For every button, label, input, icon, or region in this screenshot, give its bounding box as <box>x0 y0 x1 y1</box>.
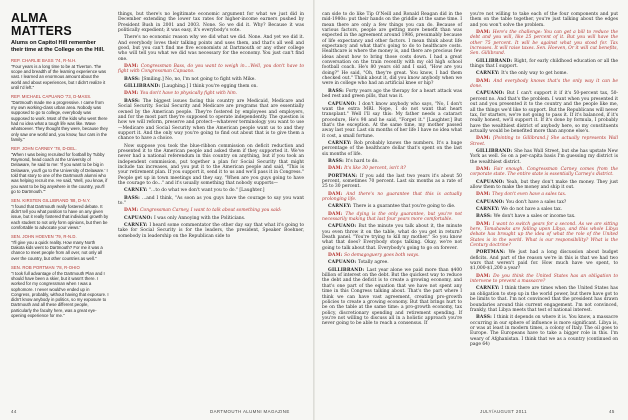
speaker-name: DAM: <box>124 91 141 97</box>
article-paragraph <box>118 91 304 96</box>
speaker-name: CAPUANO: <box>328 224 359 230</box>
speaker-name: BASS: <box>124 195 143 201</box>
quote-text: "Dartmouth made me a progressive. I came from my own working-class urban area. Nobody was supposed to go to college, everybody was supposed to work. Most of the kids who went there had no idea what a tough life was like. Wave whatsoever. They thought they were, because they only saw one world and, you know, four cars in the family." <box>11 99 108 142</box>
sidebar-deck: Alums on Capitol Hill remember their time at the College on the Hill. <box>11 40 105 53</box>
speaker-text: Congressman Bass, do you want to weigh in....Well, you don't have to fight with Congressman Capuano. <box>118 64 305 75</box>
speaker-name: CARNEY: <box>476 207 502 212</box>
speaker-name: DAM: <box>476 166 494 172</box>
article-paragraph <box>322 141 462 157</box>
article-paragraph <box>118 208 304 213</box>
speaker-name: CAPUANO: <box>124 215 154 221</box>
speaker-name: CARNEY: <box>328 140 354 146</box>
article-paragraph <box>470 30 618 57</box>
quote-text: "When I was being recruited for football by Tubby Raymond, head coach at the University of Delaware, he said to me: 'If you want to be big in Delaware, you'll go to the University of Delaware.' I told that story to one of the Dartmouth alumni who was helping recruit me. He said, 'Well, you know, if you want to be big anywhere in the country, you'll go to Dartmouth.'" <box>11 151 108 194</box>
speaker-text: It's the only way to get home. <box>501 71 568 77</box>
sidebar-alma-matters <box>11 12 109 322</box>
article-paragraph <box>470 71 618 76</box>
speaker-name: DAM: <box>476 221 493 227</box>
speaker-text: Rob probably knows the numbers. It's a huge percentage of the healthcare dollar that's spent on the last six months of life. <box>322 140 462 157</box>
speaker-name: GILLIBRAND: <box>476 58 515 64</box>
quote-attribution: SEN. ROB PORTMAN '78, R-OHIO <box>11 265 80 271</box>
article-paragraph <box>322 268 462 327</box>
quote-text: "I'll give you a quick reality. How many North Dakota kids went to Dartmouth? For me it was a chance to meet people from all over, not only all over the country, but other countries as well." <box>11 239 103 261</box>
article-paragraph <box>322 89 462 100</box>
sidebar-quote-item <box>11 58 109 90</box>
quote-attribution: REP. JOHN CARNEY '78, D-DEL. <box>11 146 77 152</box>
sidebar-quote-item <box>11 146 109 194</box>
article-paragraph <box>118 84 304 89</box>
speaker-name: DAM: <box>328 211 346 217</box>
article-paragraph: you're not willing to take each of the four components and put them on the table together, you're just talking about the edges and you won't solve the problem. <box>470 12 618 28</box>
article-column-1 <box>118 12 304 241</box>
quote-attribution: SEN. JOHN HOEVEN '79, R-N.D. <box>11 234 77 240</box>
article-paragraph <box>118 216 304 221</box>
article-paragraph <box>322 192 462 203</box>
speaker-name: BASS: <box>476 315 494 321</box>
speaker-name: BASS: <box>328 88 346 94</box>
article-paragraph <box>470 167 618 178</box>
article-paragraph <box>322 204 462 209</box>
speaker-text: But the minute you talk about it, the minute you even throw it on the table, what do you get in return? Death panel. "You're trying to kill my mother." So you know what that does? Everybody stops talking. Okay, we're not going to talk about that. Everybody's going to go on forever. <box>322 224 462 251</box>
speaker-text: Here's the challenge: You can get a bill to reduce the debt and you will, like 25 percent of it. But you will have the other 75 percent. It will be against what you stood for. Tax increases. It will raise taxes. Sen. Hoeven, Or it will cut benefits, Sen. Gillibrand. <box>470 30 618 57</box>
speaker-name: DAM: <box>476 30 493 36</box>
speaker-text: And there's no guarantee that this is actually prolonging life. <box>322 191 462 202</box>
speaker-name: BASS: <box>476 214 494 220</box>
speaker-text: We don't have a sales or income tax. <box>493 214 576 220</box>
speaker-text: Congressman Carney, I want to talk about something you said: <box>140 208 282 214</box>
article-paragraph <box>322 212 462 223</box>
speaker-name: PORTMAN: <box>476 250 509 256</box>
speaker-name: CARNEY: <box>328 204 354 210</box>
speaker-name: CARNEY: <box>476 71 502 77</box>
speaker-name: CAPUANO: <box>476 179 507 185</box>
speaker-name: DAM: <box>124 64 141 70</box>
speaker-name: CAPUANO: <box>328 101 359 107</box>
speaker-text: We just had a long discussion about budget deficits. And part of the reason we're in this is that we had two wars that weren't paid for. How much have we spent, to $1,000-$1,200 a year? <box>470 250 618 272</box>
article-paragraph <box>470 79 618 90</box>
article-paragraph <box>470 222 618 249</box>
speaker-name: GILLIBRAND: <box>328 267 367 273</box>
quote-attribution: REP. CHARLIE BASS '74, R-N.H. <box>11 58 77 64</box>
speaker-text: You don't have a sales tax? <box>505 199 567 205</box>
sidebar-quote-item <box>11 198 109 230</box>
speaker-text: But I can't support it if it's 50-percent tax, 50-percent no. And that's the problem. I want when you presented it out and you presented it to the country and the people like me, all the things we'd like to support. But the Republicans will never tax, for starters, we're not going to pass it. If it's balanced, if it's really honest, we'll support it. If it's done by formula, I probably have the wealthiest district of anybody here, so my constituents actually would be benefited more than anyone else's. <box>470 91 618 134</box>
issue-name-left: DARTMOUTH ALUMNI MAGAZINE <box>210 409 290 414</box>
speaker-name: DAM: <box>124 208 141 214</box>
article-paragraph <box>118 77 304 82</box>
speaker-name: DAM: <box>328 253 345 259</box>
speaker-text: And everybody knows that's the only way it can be done. <box>470 78 618 90</box>
article-column-2 <box>322 12 462 329</box>
speaker-text: They don't even have a sales tax. <box>492 192 567 198</box>
article-paragraph <box>322 102 462 139</box>
issue-date-right: JULY/AUGUST 2011 <box>480 409 527 414</box>
quote-attribution: REP. MICHAEL CAPUANO '73, D-MASS. <box>11 94 92 100</box>
speaker-text: Last year alone we paid more than $400 billion of interest on the debt. But the quickest way to reduce the debt and the deficit is to create a growing economy, and that's one part of the equation that we have not spent any time in this Congress talking about. That's the part where I think we can have vast agreement, creating pro-growth policies to create a growing economy. But that brings hurt to be on the table at the same time: a pro-growth economy, tax policy, discretionary spending and retirement spending. If you're not willing to discuss all in a holistic approach you're never going to be able to reach a consensus. If <box>322 267 463 327</box>
article-paragraph <box>470 200 618 205</box>
article-paragraph <box>118 196 304 207</box>
speaker-name: CAPUANO: <box>328 260 358 266</box>
speaker-name: DAM: <box>328 166 345 172</box>
speaker-name: DAM: <box>476 192 493 198</box>
speaker-name: DAM: <box>476 136 494 142</box>
speaker-text: She has Wall Street, but she has upstate New York as well. So on a per-capita basis I'm guessing my district is the wealthiest district. <box>470 148 618 165</box>
speaker-name: DAM: <box>476 78 494 84</box>
speaker-text: If you add the last two years it's about 50 percent, sometimes 70 percent. Last six months as a rate of 25 to 30 percent. <box>322 173 463 190</box>
article-paragraph <box>470 136 618 147</box>
speaker-name: BASS: <box>124 98 143 104</box>
article-paragraph <box>470 207 618 212</box>
article-paragraph: There's no economic reason why we did what we did. None. And yet we did it. And everybody loves their talking points and uses them, and that's all well and good, but you can't find me five economists at Dartmouth or any other college who will tell you what we did was necessary for the economy. You just can't find one. <box>118 35 304 62</box>
speaker-name: DAM: <box>328 191 347 197</box>
speaker-text: [Smiling.] No, no, I'm not going to fight with Mike. <box>141 76 256 82</box>
page-gutter <box>313 0 315 420</box>
article-paragraph <box>470 286 618 313</box>
article-paragraph <box>322 253 462 258</box>
article-paragraph: can side to do like Tip O'Neill and Ronald Reagan did in the mid-1980s: put their hands on the griddle at the same time. I mean there are only a few things you can do. Because of various factors, people are getting more benefit than was expected in the agreement around 1986, presumably because of life expectancy and other factors. I mean think about life expectancy and what that's going to do to healthcare costs. Healthcare is where the money is, and there are precious few ideas about how to bring those costs down. I had a great conversation on the train recently with my old high school football coach. He's 80 years old and I said, "How are you doing?" He said, "Oh, they're great. You know, I had them checked out." Think about it, did you know anybody when we were in college who had an artificial knee or hip? <box>322 12 462 87</box>
article-paragraph <box>118 64 304 75</box>
speaker-text: [Laughing.] I think you're egging them on. <box>161 84 258 90</box>
article-paragraph: Now suppose you took the blue-ribbon commission on deficit reduction and presented it to the American people and asked them if they supported it. We've never had a national referendum in this country on anything, but if you took an independent commission, put together a plan for Social Security that might include tax increases, and you put it to the American people and said, "This is your retirement plan. If you support it, send it to us and we'll pass it in Congress." People get up in town meetings and they say, "When are you guys going to have the courage to do..." and it's usually something that nobody supports— <box>118 143 304 186</box>
speaker-name: CARNEY: <box>124 188 150 194</box>
article-paragraph <box>322 174 462 190</box>
speaker-text: I don't know anybody who says, "No, I don't want the extra MRI. Nope, I do not want that heart transplant." Well I'll say this: My father needs a cataract procedure, He's 98 and he said, "Forget it." [Laughter.] But that's the exception. At the same time, my mother passed away last year. Last six months of her life I have no idea what it cost, a small fortune. <box>322 101 462 139</box>
article-paragraph <box>322 260 462 265</box>
speaker-name: CAPUANO: <box>476 91 507 97</box>
speaker-name: BASS: <box>124 76 142 82</box>
speaker-text: ...and I think, "As soon as you guys have the courage to say you want to." <box>118 195 304 206</box>
speaker-text: I was only Annoying with the Politicians. <box>153 215 246 221</box>
article-paragraph <box>470 91 618 134</box>
speaker-text: Fair enough. Congressman Carney comes from the corporate state. The entire state is essentially Carney's district. <box>470 166 618 178</box>
article-paragraph <box>322 224 462 251</box>
sidebar-quote-list <box>11 58 109 318</box>
sidebar-quote-item <box>11 234 109 261</box>
article-paragraph <box>322 166 462 171</box>
speaker-text: The biggest issues facing this country are Medicaid, Medicare and Social Security. Social Security and Medicare are programs that are essentially owned by the American people. They're fostered by employees and employers, and for the most part they're supposed to operate independently. The question is how we will reform, preserve and protect—whatever terminology you want to use—Medicare and Social Security when the American people want us to and they support it. And the only way you're going to find out about that is to give them a chance to have a choice. <box>118 98 305 142</box>
article-column-3 <box>470 12 618 349</box>
article-paragraph <box>118 223 304 239</box>
speaker-text: I want to switch gears for a second. As we are sitting here, Tomahawks are falling upon Libya, and this whole Libya debate has brought up the idea of what the role of the United States is in the world. What is our responsibility? What is the Century doctrine? <box>470 221 618 249</box>
folio-right: 45 <box>609 409 615 414</box>
speaker-name: GILLIBRAND: <box>476 148 515 154</box>
speaker-text: You don't have to physically fight with him. <box>140 91 238 97</box>
article-paragraph <box>470 214 618 219</box>
article-paragraph: things, but there's no legitimate economic argument for what we just did in December extending the lower tax rates for higher-income earners pushed by President Bush in 2001 and 2003. None. So we did it. Why? Because it was politically expedient; it was easy, it's everybody's vote. <box>118 12 304 34</box>
speaker-text: "...to do what we don't want you to do." [Laughter.] <box>149 188 265 194</box>
quote-attribution: SEN. KIRSTEN GILLIBRAND '88, D-N.Y. <box>11 198 91 204</box>
speaker-text: Totally agree. <box>357 260 389 266</box>
folio-left: 44 <box>11 409 17 414</box>
article-paragraph <box>470 315 618 347</box>
quote-text: "I took full advantage of the Dartmouth Plan and I should have been a skier, but it wasn't there. I worked for my congressman when I was a sophomore. I never would've ended up in Congress, probably, without having that exposure. I didn't know anybody in politics, so my exposure to Dartmouth and all these different people, particularly the faculty here, was a great eye-opening experience for me." <box>11 270 109 319</box>
speaker-text: It's hard to do. <box>345 158 379 164</box>
article-paragraph <box>118 99 304 142</box>
speaker-text: It's like 30 percent, isn't it? <box>344 166 406 172</box>
article-paragraph <box>470 180 618 191</box>
sidebar-title: ALMA MATTERS <box>11 11 72 38</box>
sidebar-quote-item <box>11 265 109 318</box>
article-paragraph <box>470 59 618 70</box>
speaker-text: There is a guarantee that you're going to die. <box>353 204 456 210</box>
article-paragraph <box>470 274 618 285</box>
article-paragraph <box>118 188 304 193</box>
speaker-text: We do not have a sales tax. <box>501 207 563 212</box>
speaker-name: CARNEY: <box>476 286 502 292</box>
sidebar-quote-item <box>11 94 109 142</box>
article-paragraph <box>470 149 618 165</box>
speaker-name: DAM: <box>476 273 494 279</box>
quote-text: "Four years is a long time to be at Tiverton. The scope and breadth of the learning experience was vast. I learned an enormous amount about the world and about experiences, but I didn't realize it until I'd left." <box>11 63 107 90</box>
article-paragraph <box>470 250 618 271</box>
speaker-text: Forty years ago the therapy for a heart attack was bed rest and green pills, that was it. <box>322 88 463 100</box>
speaker-text: Do you think the United States has an obligation to intervene to prevent a massacre? <box>470 273 618 285</box>
quote-text: "I found that Dartmouth really fostered debate. It didn't tell you what position to have on any given issue, but it really fostered that individual growth by each student to not only form opinions, but then be comfortable to advocate your views." <box>11 203 109 230</box>
speaker-name: CAPUANO: <box>476 199 506 205</box>
article-paragraph <box>322 159 462 164</box>
speaker-text: I heard some commentator the other day say that what it's going to take for Social Security is for the leaders, the president, Speaker Boehner, somebody in leadership on the Republican side to <box>118 223 304 239</box>
speaker-text: Yeah, but they don't make the money. They just allow them to make the money and ship it out. <box>470 179 618 190</box>
speaker-text: Right, for early childhood education or all the things that I support. <box>470 58 619 70</box>
speaker-text: So demagoguery goes both ways. <box>344 253 420 259</box>
speaker-name: BASS: <box>328 158 346 164</box>
article-paragraph <box>470 192 618 197</box>
speaker-text: The dying is the only guarantee, but you're not necessarily making that last four years more comfortable. <box>322 211 463 223</box>
speaker-name: PORTMAN: <box>328 173 360 179</box>
speaker-text: [Pointing to Gillibrand.] She actually represents Wall Street. <box>470 136 618 147</box>
speaker-text: I think it depends on where it is. You know, a massacre occurring in our sphere of influence is more significant. Libya is, or was at least in modern times, a colony of Italy. The oil goes to Europe. The Europeans have to take a bigger role in this. I'm weary of Afghanistan. I think that we as a country (continued on page 64) <box>470 315 619 347</box>
speaker-text: I think there are times when the United States has an obligation to step up in the world power, but there have got to be limits to that. I'm not convinced that the president has drawn boundaries around this current engagement. I'm not convinced, frankly, that Libya meets that test of national interest. <box>470 286 618 313</box>
speaker-name: GILLIBRAND: <box>124 84 162 90</box>
speaker-name: CARNEY: <box>124 223 150 229</box>
